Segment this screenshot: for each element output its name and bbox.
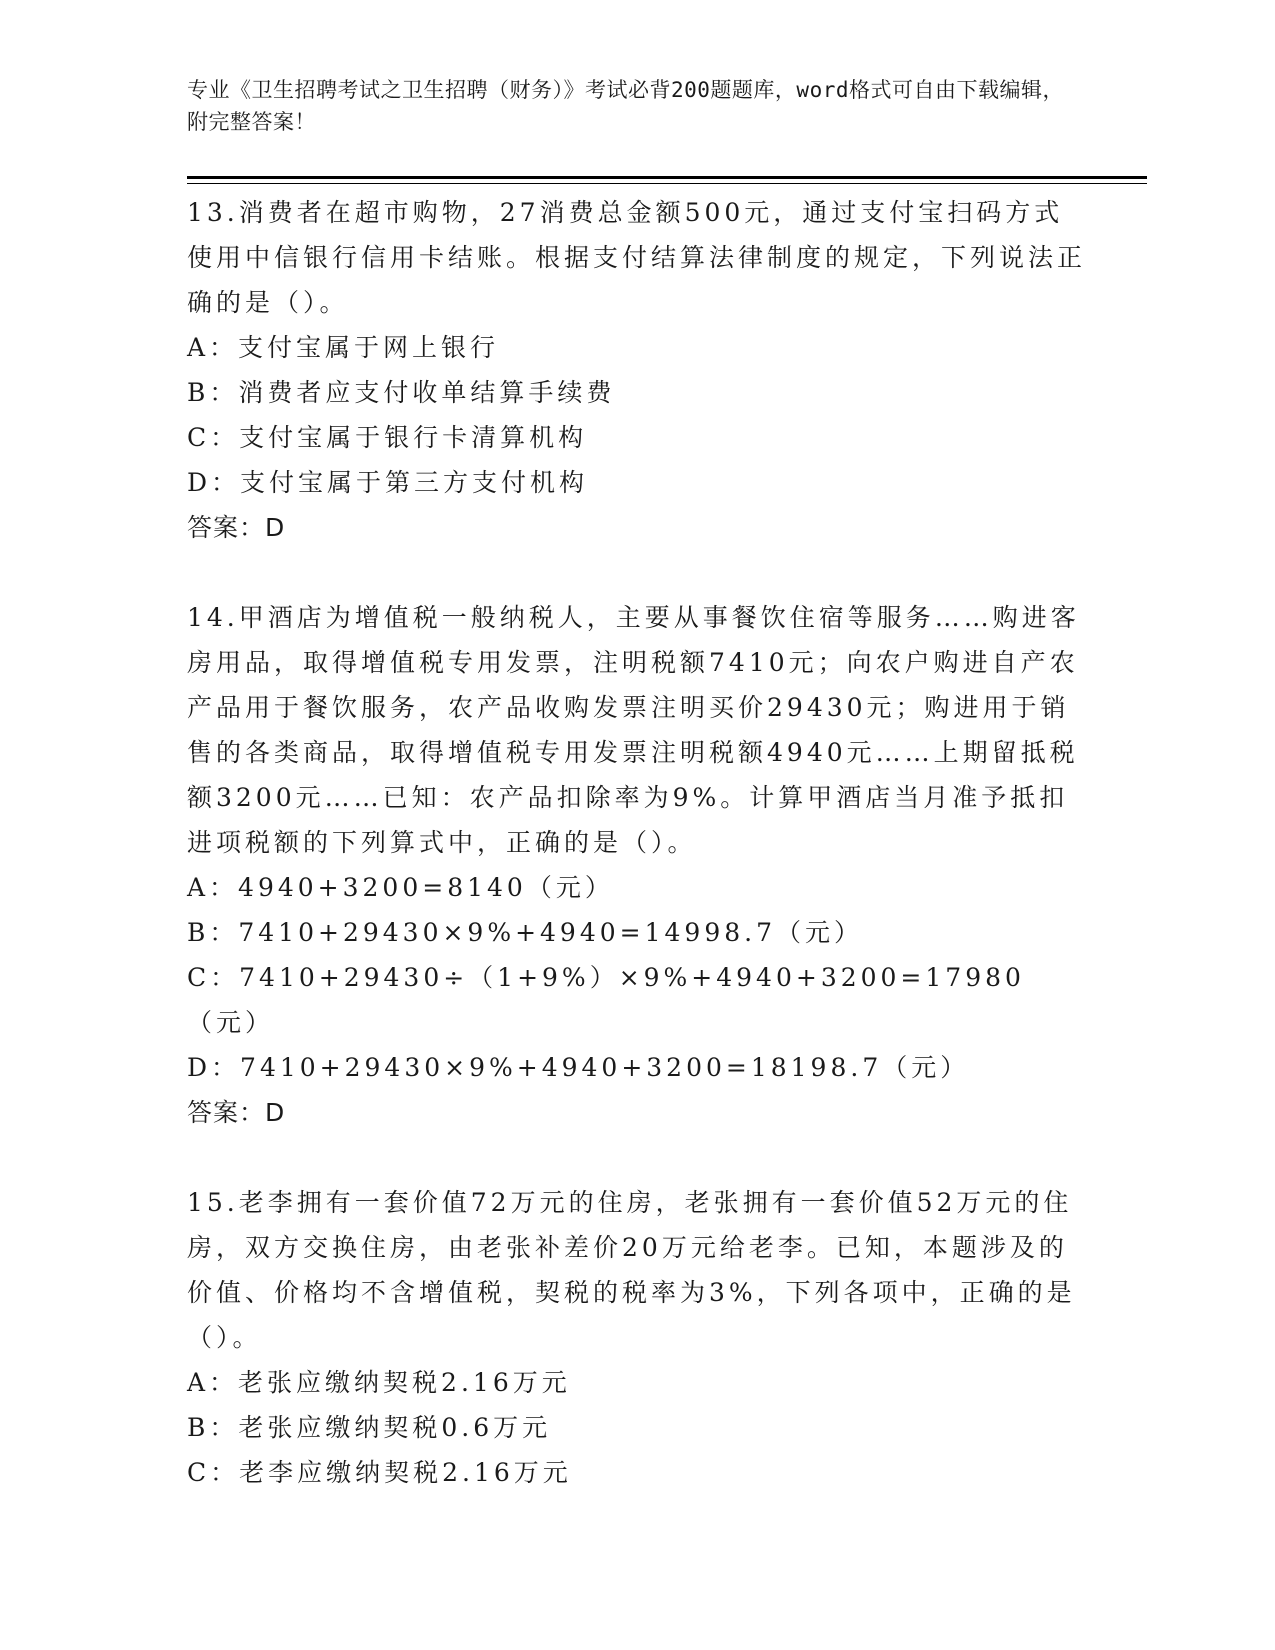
answer: 答案：D [187, 513, 286, 542]
question-14 [187, 595, 1087, 1135]
header-rule-thick [187, 176, 1147, 179]
question-spacer [187, 550, 1087, 595]
option-b: B：7410+29430×9%+4940=14998.7（元） [187, 918, 863, 947]
question-15 [187, 1180, 1087, 1495]
option-b: B：消费者应支付收单结算手续费 [187, 378, 616, 407]
question-list [187, 190, 1087, 1495]
question-stem: 13.消费者在超市购物，27消费总金额500元，通过支付宝扫码方式使用中信银行信用卡结账。根据支付结算法律制度的规定，下列说法正确的是（）。 [187, 198, 1087, 317]
question-13 [187, 190, 1087, 550]
option-d: D：7410+29430×9%+4940+3200=18198.7（元） [187, 1053, 970, 1082]
option-b: B：老张应缴纳契税0.6万元 [187, 1413, 552, 1442]
option-a: A：老张应缴纳契税2.16万元 [187, 1368, 571, 1397]
header-rule-thin [187, 183, 1147, 184]
option-d: D：支付宝属于第三方支付机构 [187, 468, 589, 497]
option-a: A：4940+3200=8140（元） [187, 873, 614, 902]
option-c: C：7410+29430÷（1+9%）×9%+4940+3200=17980（元） [187, 963, 1025, 1037]
question-spacer [187, 1135, 1087, 1180]
document-header: 专业《卫生招聘考试之卫生招聘（财务）》考试必背200题题库，word格式可自由下载编辑，附完整答案！ [187, 78, 1064, 134]
question-stem: 14.甲酒店为增值税一般纳税人，主要从事餐饮住宿等服务……购进客房用品，取得增值税专用发票，注明税额7410元；向农户购进自产农产品用于餐饮服务，农产品收购发票注明买价29430元；购进用于销售的各类商品，取得增值税专用发票注明税额4940元……上期留抵税额3200元……已知：农产品扣除率为9%。计算甲酒店当月准予抵扣进项税额的下列算式中，正确的是（）。 [187, 603, 1080, 857]
option-c: C：支付宝属于银行卡清算机构 [187, 423, 588, 452]
answer: 答案：D [187, 1098, 286, 1127]
option-c: C：老李应缴纳契税2.16万元 [187, 1458, 572, 1487]
option-a: A：支付宝属于网上银行 [187, 333, 500, 362]
question-stem: 15.老李拥有一套价值72万元的住房，老张拥有一套价值52万元的住房，双方交换住房，由老张补差价20万元给老李。已知，本题涉及的价值、价格均不含增值税，契税的税率为3%，下列各项中，正确的是（）。 [187, 1188, 1076, 1352]
